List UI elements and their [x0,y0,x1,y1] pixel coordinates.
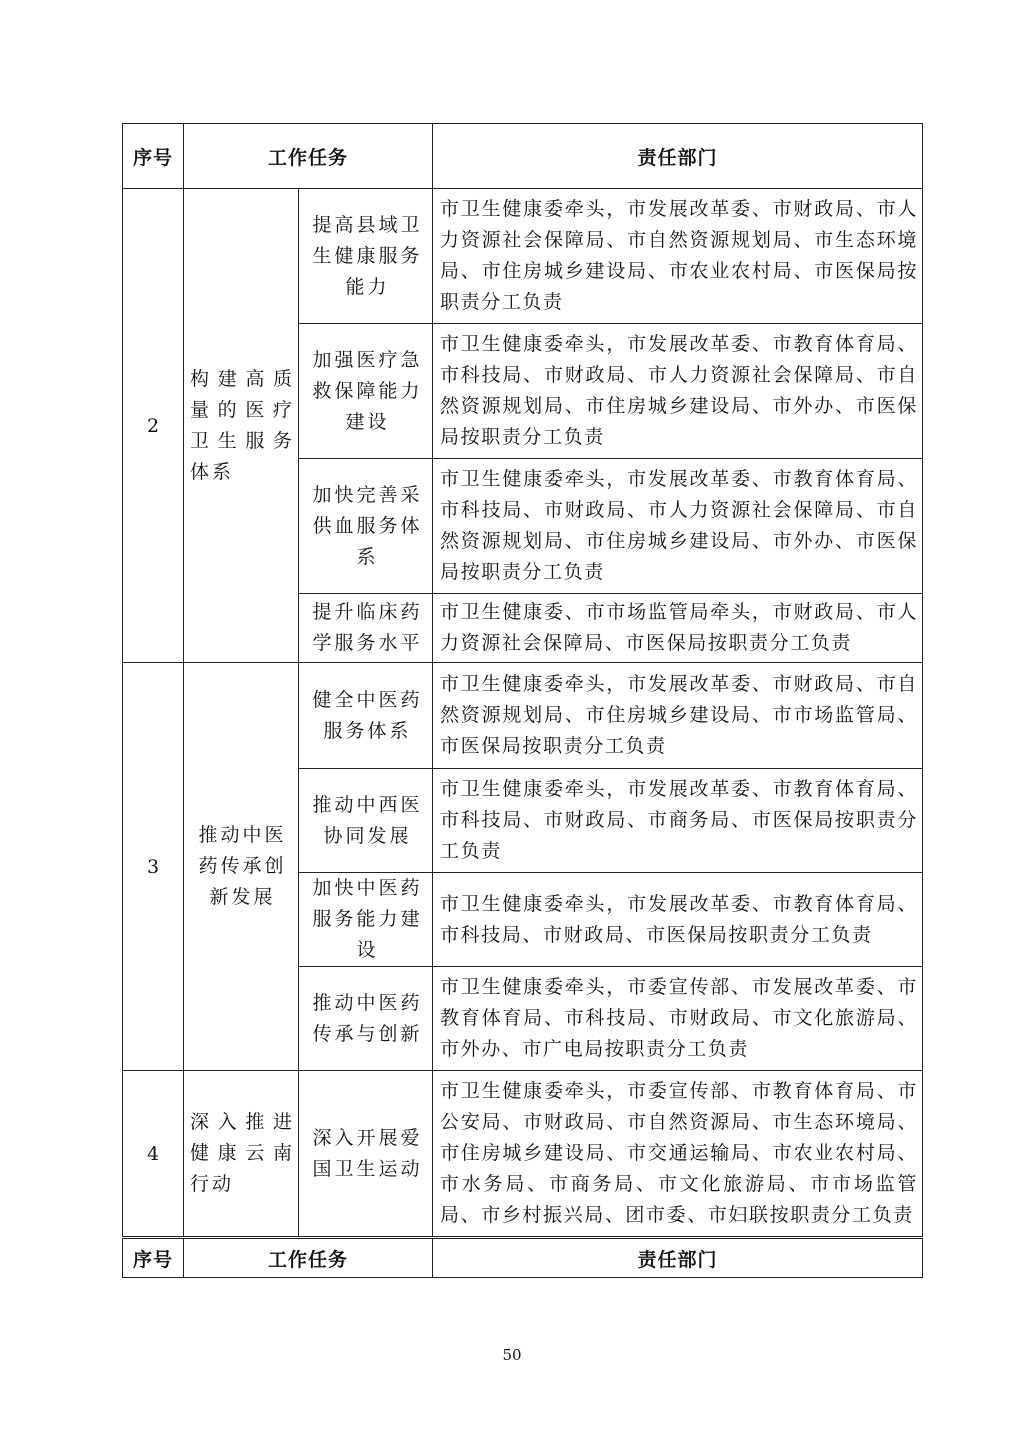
header-no: 序号 [123,1238,184,1278]
table-row [123,189,923,324]
dept-cell: 市卫生健康委牵头，市发展改革委、市教育体育局、市科技局、市财政局、市商务局、市医保局按职责分工负责 [433,769,923,873]
header-dept: 责任部门 [433,124,923,189]
dept-cell: 市卫生健康委牵头，市发展改革委、市教育体育局、市科技局、市财政局、市人力资源社会保障局、市自然资源规划局、市住房城乡建设局、市外办、市医保局按职责分工负责 [433,459,923,594]
dept-cell: 市卫生健康委牵头，市委宣传部、市教育体育局、市公安局、市财政局、市自然资源局、市生态环境局、市住房城乡建设局、市交通运输局、市农业农村局、市水务局、市商务局、市文化旅游局、市市场监管局、市乡村振兴局、团市委、市妇联按职责分工负责 [433,1071,923,1238]
dept-cell: 市卫生健康委牵头，市委宣传部、市发展改革委、市教育体育局、市科技局、市财政局、市文化旅游局、市外办、市广电局按职责分工负责 [433,967,923,1071]
header-no: 序号 [123,124,184,189]
dept-cell: 市卫生健康委牵头，市发展改革委、市教育体育局、市科技局、市财政局、市人力资源社会保障局、市自然资源规划局、市住房城乡建设局、市外办、市医保局按职责分工负责 [433,324,923,459]
task-name: 构建高质量的医疗卫生服务体系 [184,189,299,663]
subtask-name: 加快完善采供血服务体系 [299,459,433,594]
dept-cell: 市卫生健康委牵头，市发展改革委、市财政局、市自然资源规划局、市住房城乡建设局、市市场监管局、市医保局按职责分工负责 [433,663,923,769]
task-name: 推动中医药传承创新发展 [184,663,299,1071]
dept-cell: 市卫生健康委牵头，市发展改革委、市财政局、市人力资源社会保障局、市自然资源规划局、市生态环境局、市住房城乡建设局、市农业农村局、市医保局按职责分工负责 [433,189,923,324]
subtask-name: 加强医疗急救保障能力建设 [299,324,433,459]
table-row [123,1071,923,1238]
subtask-name: 深入开展爱国卫生运动 [299,1071,433,1238]
subtask-name: 提升临床药学服务水平 [299,594,433,663]
header-dept: 责任部门 [433,1238,923,1278]
header-task: 工作任务 [184,1238,433,1278]
subtask-name: 提高县域卫生健康服务能力 [299,189,433,324]
table-footer-header-row [123,1238,923,1278]
row-number: 3 [123,663,184,1071]
row-number: 2 [123,189,184,663]
subtask-name: 加快中医药服务能力建设 [299,873,433,967]
dept-cell: 市卫生健康委、市市场监管局牵头，市财政局、市人力资源社会保障局、市医保局按职责分工负责 [433,594,923,663]
table-row [123,663,923,769]
table-header-row [123,124,923,189]
dept-cell: 市卫生健康委牵头，市发展改革委、市教育体育局、市科技局、市财政局、市医保局按职责分工负责 [433,873,923,967]
subtask-name: 推动中西医协同发展 [299,769,433,873]
task-name: 深入推进健康云南行动 [184,1071,299,1238]
header-task: 工作任务 [184,124,433,189]
subtask-name: 推动中医药传承与创新 [299,967,433,1071]
responsibility-table [122,123,923,1278]
row-number: 4 [123,1071,184,1238]
page-number: 50 [502,1346,522,1364]
subtask-name: 健全中医药服务体系 [299,663,433,769]
